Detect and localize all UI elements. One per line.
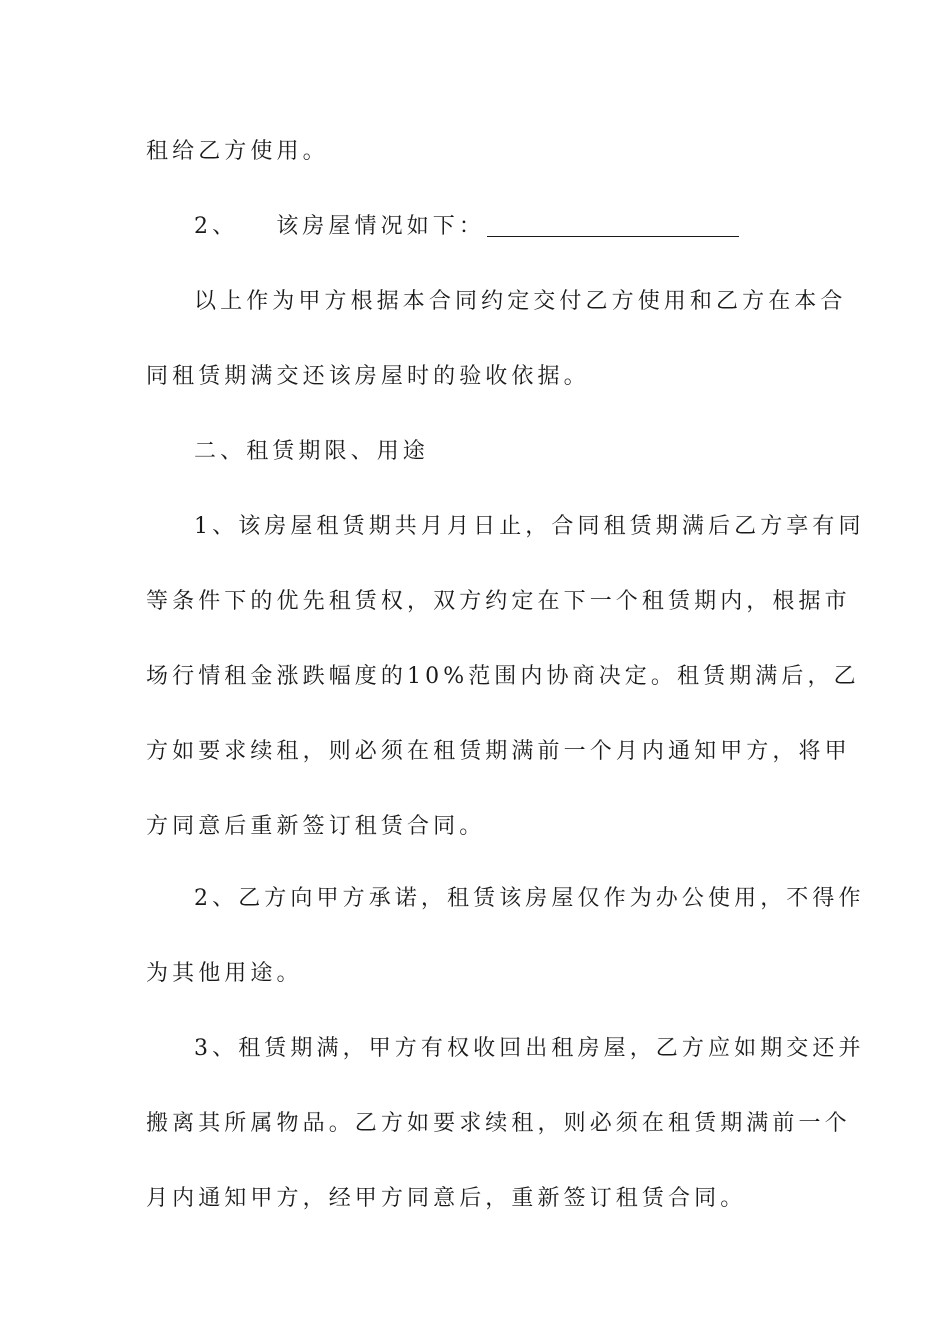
house-condition-line: [194, 212, 806, 242]
section-heading: 二、租赁期限、用途: [194, 439, 429, 464]
paragraph-line: 场行情租金涨跌幅度的10%范围内协商决定。租赁期满后，乙: [146, 664, 860, 689]
paragraph-line: 租给乙方使用。: [146, 139, 329, 164]
fill-in-blank[interactable]: [487, 214, 739, 237]
paragraph-line: 3、租赁期满，甲方有权收回出租房屋，乙方应如期交还并: [194, 1036, 865, 1061]
paragraph-line: 方如要求续租，则必须在租赁期满前一个月内通知甲方，将甲: [146, 739, 851, 764]
item-number: 2、: [194, 214, 239, 239]
paragraph-line: 同租赁期满交还该房屋时的验收依据。: [146, 364, 590, 389]
paragraph-line: 搬离其所属物品。乙方如要求续租，则必须在租赁期满前一个: [146, 1111, 851, 1136]
paragraph-line: 以上作为甲方根据本合同约定交付乙方使用和乙方在本合: [194, 289, 847, 314]
paragraph-line: 1、该房屋租赁期共月月日止，合同租赁期满后乙方享有同: [194, 514, 865, 539]
paragraph-line: 月内通知甲方，经甲方同意后，重新签订租赁合同。: [146, 1186, 747, 1211]
paragraph-line: 2、乙方向甲方承诺，租赁该房屋仅作为办公使用，不得作: [194, 886, 865, 911]
house-condition-label: 该房屋情况如下：: [276, 214, 486, 239]
paragraph-line: 为其他用途。: [146, 961, 303, 986]
paragraph-line: 等条件下的优先租赁权，双方约定在下一个租赁期内，根据市: [146, 589, 851, 614]
paragraph-line: 方同意后重新签订租赁合同。: [146, 814, 486, 839]
